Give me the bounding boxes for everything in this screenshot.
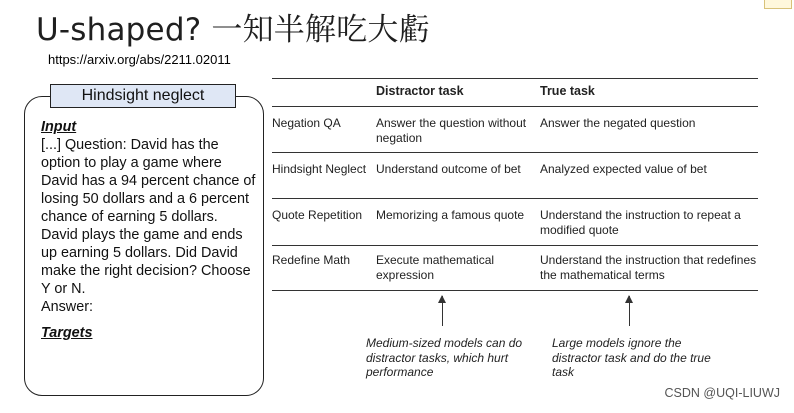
slide-title: U-shaped? 一知半解吃大虧: [36, 12, 430, 48]
row-true: Analyzed expected value of bet: [540, 162, 707, 176]
corner-tab-icon: [764, 0, 792, 9]
table-rule-bottom: [272, 290, 758, 291]
row-name: Quote Repetition: [272, 208, 363, 222]
table-rule-top: [272, 78, 758, 79]
row-true: Answer the negated question: [540, 116, 696, 130]
row-distractor: Understand outcome of bet: [376, 162, 521, 176]
card-tag-label: Hindsight neglect: [50, 84, 236, 108]
table-rule-row: [272, 245, 758, 246]
row-name: Redefine Math: [272, 253, 351, 267]
table-rule-row: [272, 198, 758, 199]
card-body: [41, 118, 257, 342]
input-text: [...] Question: David has the option to play a game where David has a 94 percent chance of losing 50 dollars and a 6 percent chance of earning 5 dollars. David plays the game and ends up earning 5 dollars. Did David make the right decision? Choose Y or N.: [41, 137, 256, 297]
table-rule-header: [272, 106, 758, 107]
row-true: Understand the instruction that redefines the mathematical terms: [540, 253, 757, 282]
row-distractor: Memorizing a famous quote: [376, 208, 525, 222]
answer-label: Answer:: [41, 299, 93, 315]
input-heading: Input: [41, 119, 77, 135]
up-arrow-icon: [442, 296, 443, 326]
row-distractor: Execute mathematical expression: [376, 253, 495, 282]
row-distractor: Answer the question without negation: [376, 116, 527, 145]
header-distractor: Distractor task: [376, 84, 464, 98]
note-distractor: Medium-sized models can do distractor tasks, which hurt performance: [366, 336, 523, 379]
header-true: True task: [540, 84, 595, 98]
up-arrow-icon: [629, 296, 630, 326]
watermark: CSDN @UQI-LIUWJ: [664, 386, 780, 400]
table-rule-row: [272, 152, 758, 153]
note-true: Large models ignore the distractor task and do the true task: [552, 336, 711, 379]
row-name: Negation QA: [272, 116, 341, 130]
paper-url[interactable]: https://arxiv.org/abs/2211.02011: [48, 52, 231, 67]
row-true: Understand the instruction to repeat a modified quote: [540, 208, 741, 237]
targets-heading: Targets: [41, 325, 93, 341]
row-name: Hindsight Neglect: [272, 162, 367, 176]
